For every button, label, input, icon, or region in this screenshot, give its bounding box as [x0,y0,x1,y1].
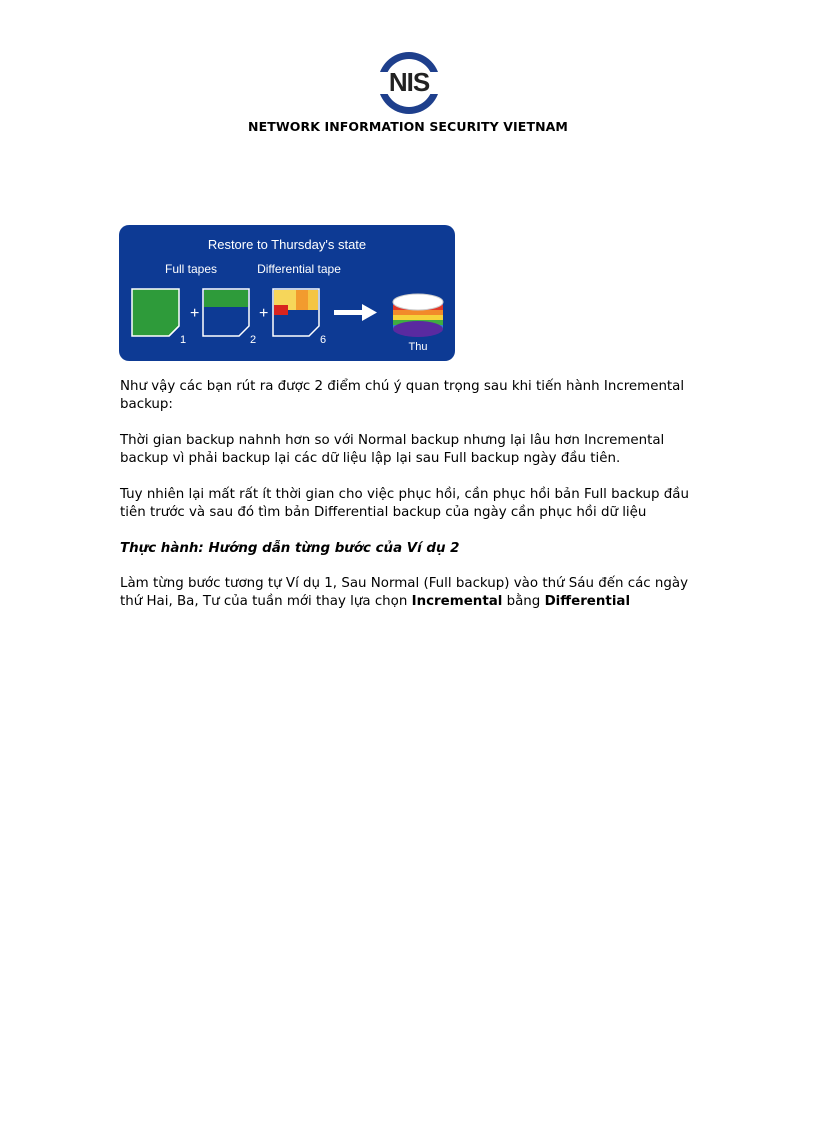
tape-full-2-icon [203,289,249,336]
tape-2-number: 2 [250,334,257,346]
paragraph-4 [120,575,710,611]
paragraph-4-text-b: bằng [502,594,545,609]
restore-diagram [119,225,455,361]
paragraph-3: Tuy nhiên lại mất rất ít thời gian cho việc phục hồi, cần phục hồi bản Full backup đầu tiên trước và sau đó tìm bản Differential backup của ngày cần phục hồi dữ liệu [120,487,689,520]
tape-1-number: 1 [180,334,187,346]
incremental-term: Incremental [411,594,503,609]
plus-sign-2: + [259,305,269,322]
tape-3-number: 6 [320,334,327,346]
logo-text: NIS [388,67,430,97]
tape-full-1-icon [132,289,179,336]
paragraph-4-text-a: Làm từng bước tương tự Ví dụ 1, Sau Normal (Full backup) vào thứ Sáu đến các ngày thứ Hai, Ba, Tư của tuần mới thay lựa chọn [120,576,689,609]
tape-differential-icon [273,289,319,336]
differential-tape-label: Differential tape [257,262,341,276]
diagram-title: Restore to Thursday's state [207,237,367,252]
company-title: NETWORK INFORMATION SECURITY VIETNAM [248,119,568,134]
plus-sign-1: + [190,305,200,322]
day-label: Thu [408,341,428,353]
document-body [120,378,710,629]
full-tapes-label: Full tapes [164,262,218,276]
nis-logo [376,50,442,116]
section-heading: Thực hành: Hướng dẫn từng bước của Ví dụ 2 [120,541,460,556]
paragraph-2: Thời gian backup nahnh hơn so với Normal backup nhưng lại lâu hơn Incremental backup vì phải backup lại các dữ liệu lập lại sau Full backup ngày đầu tiên. [120,433,665,466]
paragraph-1: Như vậy các bạn rút ra được 2 điểm chú ý quan trọng sau khi tiến hành Incremental backup: [120,379,685,412]
differential-term: Differential [544,594,631,609]
database-disk-icon [393,294,443,337]
